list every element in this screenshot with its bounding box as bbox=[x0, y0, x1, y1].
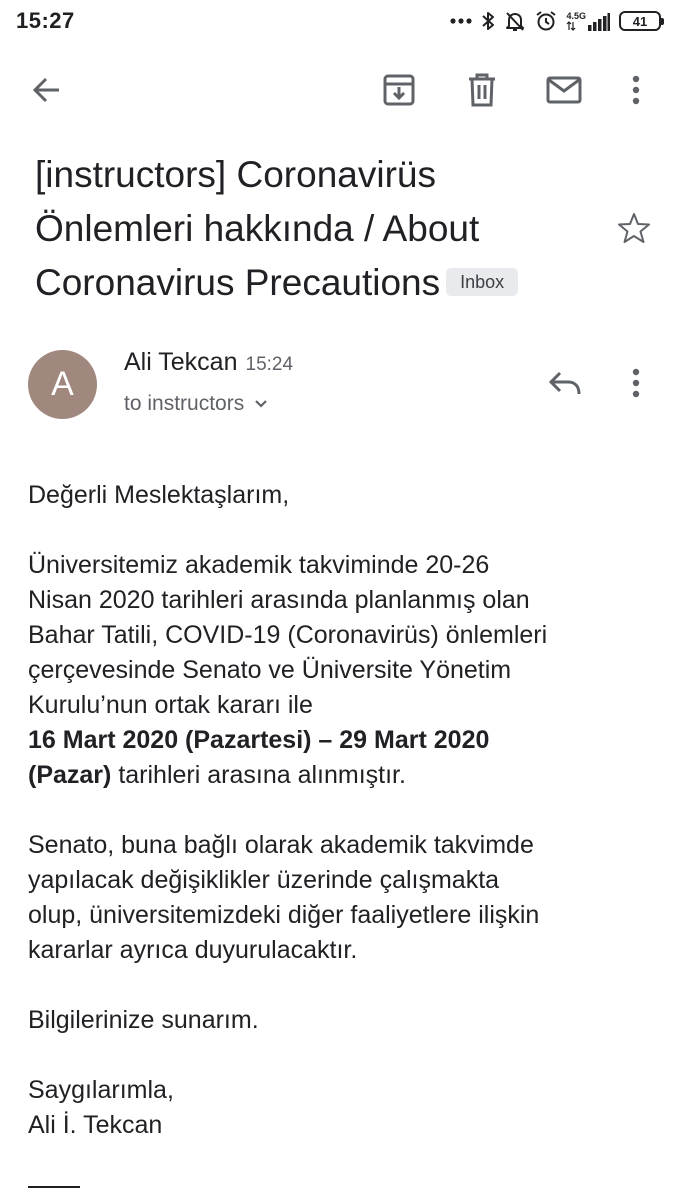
subject-line: Önlemleri hakkında / About bbox=[35, 208, 480, 249]
message-more-button[interactable] bbox=[614, 358, 658, 408]
back-button[interactable] bbox=[19, 62, 75, 118]
subject-line: [instructors] Coronavirüs bbox=[35, 154, 436, 195]
star-icon bbox=[617, 211, 651, 245]
sender-name: Ali Tekcan bbox=[124, 348, 238, 376]
body-text: tarihleri arasına alınmıştır. bbox=[111, 761, 406, 789]
sender-row bbox=[124, 348, 293, 377]
status-bar bbox=[0, 0, 675, 42]
reply-button[interactable] bbox=[540, 358, 590, 408]
status-time: 15:27 bbox=[16, 8, 75, 33]
body-line: Bilgilerinize sunarım. bbox=[28, 1006, 259, 1034]
greeting: Değerli Meslektaşlarım, bbox=[28, 481, 290, 509]
email-subject bbox=[35, 148, 595, 310]
body-line: Üniversitemiz akademik takviminde 20-26 bbox=[28, 551, 490, 579]
network-indicator bbox=[566, 12, 610, 31]
signal-icon bbox=[588, 13, 610, 31]
status-icons bbox=[450, 10, 661, 32]
network-type-label: 4.5G bbox=[566, 10, 586, 21]
more-options-button[interactable] bbox=[608, 62, 664, 118]
toolbar bbox=[0, 62, 675, 118]
sent-time: 15:24 bbox=[245, 354, 294, 375]
body-line: çerçevesinde Senato ve Üniversite Yönetim bbox=[28, 656, 512, 684]
bell-off-icon bbox=[504, 10, 526, 32]
more-vert-icon bbox=[632, 75, 640, 105]
body-line: olup, üniversitemizdeki diğer faaliyetlere ilişkin bbox=[28, 901, 540, 929]
body-line: Senato, buna bağlı olarak akademik takvimde bbox=[28, 831, 534, 859]
data-arrows-icon bbox=[566, 21, 576, 31]
subject-line-last bbox=[35, 256, 595, 310]
back-arrow-icon bbox=[31, 74, 63, 106]
closing: Saygılarımla, bbox=[28, 1076, 174, 1104]
delete-icon bbox=[467, 73, 497, 107]
email-body bbox=[28, 478, 653, 1143]
mark-unread-icon bbox=[546, 76, 582, 104]
sender-avatar[interactable] bbox=[28, 350, 97, 419]
body-bold-text: (Pazar) bbox=[28, 761, 112, 789]
body-bold-line: 16 Mart 2020 (Pazartesi) – 29 Mart 2020 bbox=[28, 726, 490, 754]
archive-button[interactable] bbox=[371, 62, 427, 118]
body-line: yapılacak değişiklikler üzerinde çalışmakta bbox=[28, 866, 500, 894]
subject-line: Coronavirus Precautions bbox=[35, 262, 441, 303]
reply-icon bbox=[548, 370, 582, 396]
signature: Ali İ. Tekcan bbox=[28, 1111, 163, 1139]
recipient-text: to instructors bbox=[124, 392, 245, 415]
archive-icon bbox=[382, 73, 416, 107]
bluetooth-icon bbox=[481, 10, 495, 32]
signature-divider bbox=[28, 1186, 80, 1188]
battery-icon bbox=[619, 11, 661, 31]
body-line: Kurulu’nun ortak kararı ile bbox=[28, 691, 313, 719]
chevron-down-icon bbox=[254, 399, 268, 409]
alarm-clock-icon bbox=[535, 10, 557, 32]
more-vert-icon bbox=[632, 368, 640, 398]
star-button[interactable] bbox=[610, 204, 658, 252]
inbox-label-badge[interactable]: Inbox bbox=[446, 268, 518, 296]
battery-level: 41 bbox=[632, 13, 648, 29]
mark-unread-button[interactable] bbox=[536, 62, 592, 118]
body-line: kararlar ayrıca duyurulacaktır. bbox=[28, 936, 358, 964]
delete-button[interactable] bbox=[454, 62, 510, 118]
more-dots-icon bbox=[450, 18, 472, 24]
body-line: Nisan 2020 tarihleri arasında planlanmış olan bbox=[28, 586, 530, 614]
recipient-details-toggle[interactable] bbox=[124, 392, 268, 416]
avatar-initial: A bbox=[51, 365, 74, 403]
body-mixed-line bbox=[28, 758, 653, 793]
body-line: Bahar Tatili, COVID-19 (Coronavirüs) önlemleri bbox=[28, 621, 548, 649]
